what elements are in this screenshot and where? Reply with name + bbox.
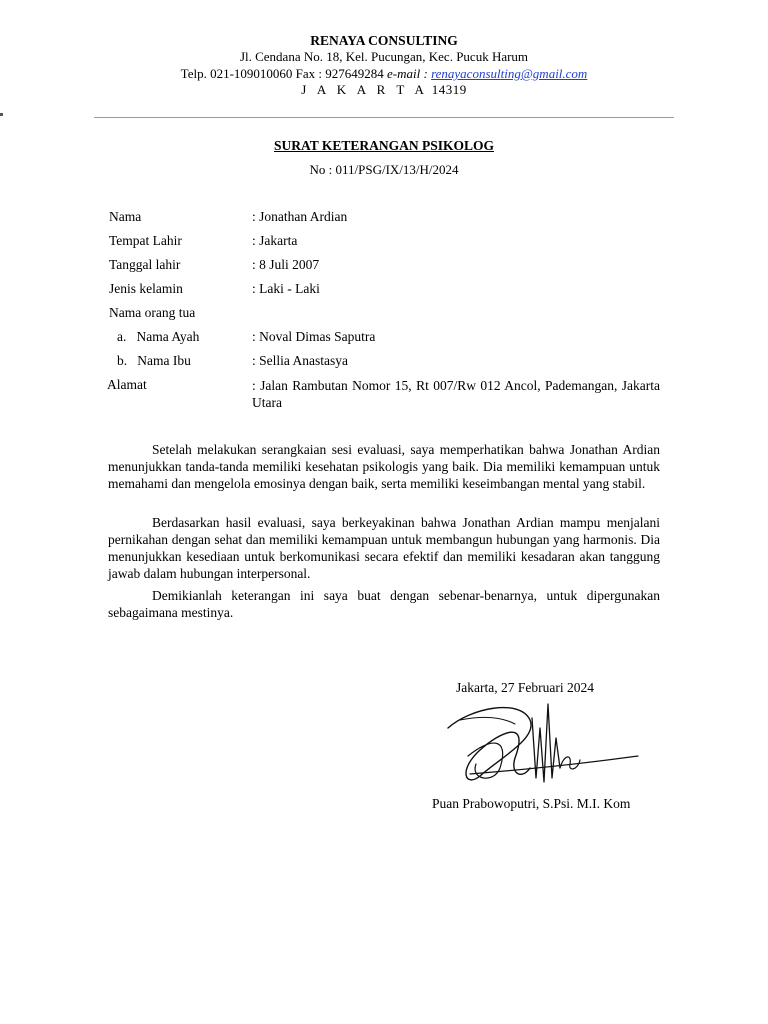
paragraph-2: Berdasarkan hasil evaluasi, saya berkeyakinan bahwa Jonathan Ardian mampu menjalani pernikahan dengan sehat dan memiliki kemampuan untuk membangun hubungan yang harmonis. Dia menunjukkan kesediaan untuk berkomunikasi secara efektif dan memiliki kesadaran akan tanggung jawab dalam hubungan interpersonal. [108,515,660,581]
field-value-nama: : Jonathan Ardian [252,209,348,224]
company-address: Jl. Cendana No. 18, Kel. Pucungan, Kec. Pucuk Harum [239,49,529,64]
signer-name: Puan Prabowoputri, S.Psi. M.I. Kom [432,796,631,811]
phone-fax: Telp. 021-109010060 Fax : 927649284 [180,66,384,81]
company-name: RENAYA CONSULTING [310,33,458,48]
paragraph-3: Demikianlah keterangan ini saya buat dengan sebenar-benarnya, untuk dipergunakan sebagaimana mestinya. [108,588,660,620]
field-label-nama-ibu: b. Nama Ibu [117,353,191,368]
field-value-nama-ayah: : Noval Dimas Saputra [252,329,376,344]
email-label: e-mail : [387,66,428,81]
postcode: 14319 [431,82,467,97]
field-label-nama-ayah: a. Nama Ayah [117,329,200,344]
field-value-nama-ibu: : Sellia Anastasya [252,353,348,368]
field-value-alamat: : Jalan Rambutan Nomor 15, Rt 007/Rw 012 Ancol, Pademangan, Jakarta Utara [252,378,660,410]
company-city [0,82,768,98]
field-label-jenis-kelamin: Jenis kelamin [109,281,183,296]
document-title [0,138,768,154]
city-name: J A K A R T A [301,82,428,97]
field-value-tempat-lahir: : Jakarta [252,233,298,248]
field-value-jenis-kelamin: : Laki - Laki [252,281,320,296]
email-link[interactable]: renayaconsulting@gmail.com [431,66,588,81]
margin-mark [0,113,3,116]
field-label-tempat-lahir: Tempat Lahir [109,233,182,248]
field-label-nama-orang-tua: Nama orang tua [109,305,196,320]
signature-place-date: Jakarta, 27 Februari 2024 [456,680,594,695]
field-label-alamat: Alamat [107,377,147,392]
handwritten-signature [440,698,640,788]
paragraph-1: Setelah melakukan serangkaian sesi evaluasi, saya memperhatikan bahwa Jonathan Ardian menunjukkan tanda-tanda memiliki kesehatan psikologis yang baik. Dia memiliki kemampuan untuk memahami dan mengelola emosinya dengan baik, serta memiliki keseimbangan mental yang stabil. [108,442,660,491]
company-contact [0,66,768,82]
document-title-text: SURAT KETERANGAN PSIKOLOG [273,138,495,153]
field-value-tanggal-lahir: : 8 Juli 2007 [252,257,320,272]
document-number: No : 011/PSG/IX/13/H/2024 [309,162,459,177]
field-label-nama: Nama [109,209,142,224]
header-divider [94,117,674,118]
field-label-tanggal-lahir: Tanggal lahir [109,257,181,272]
